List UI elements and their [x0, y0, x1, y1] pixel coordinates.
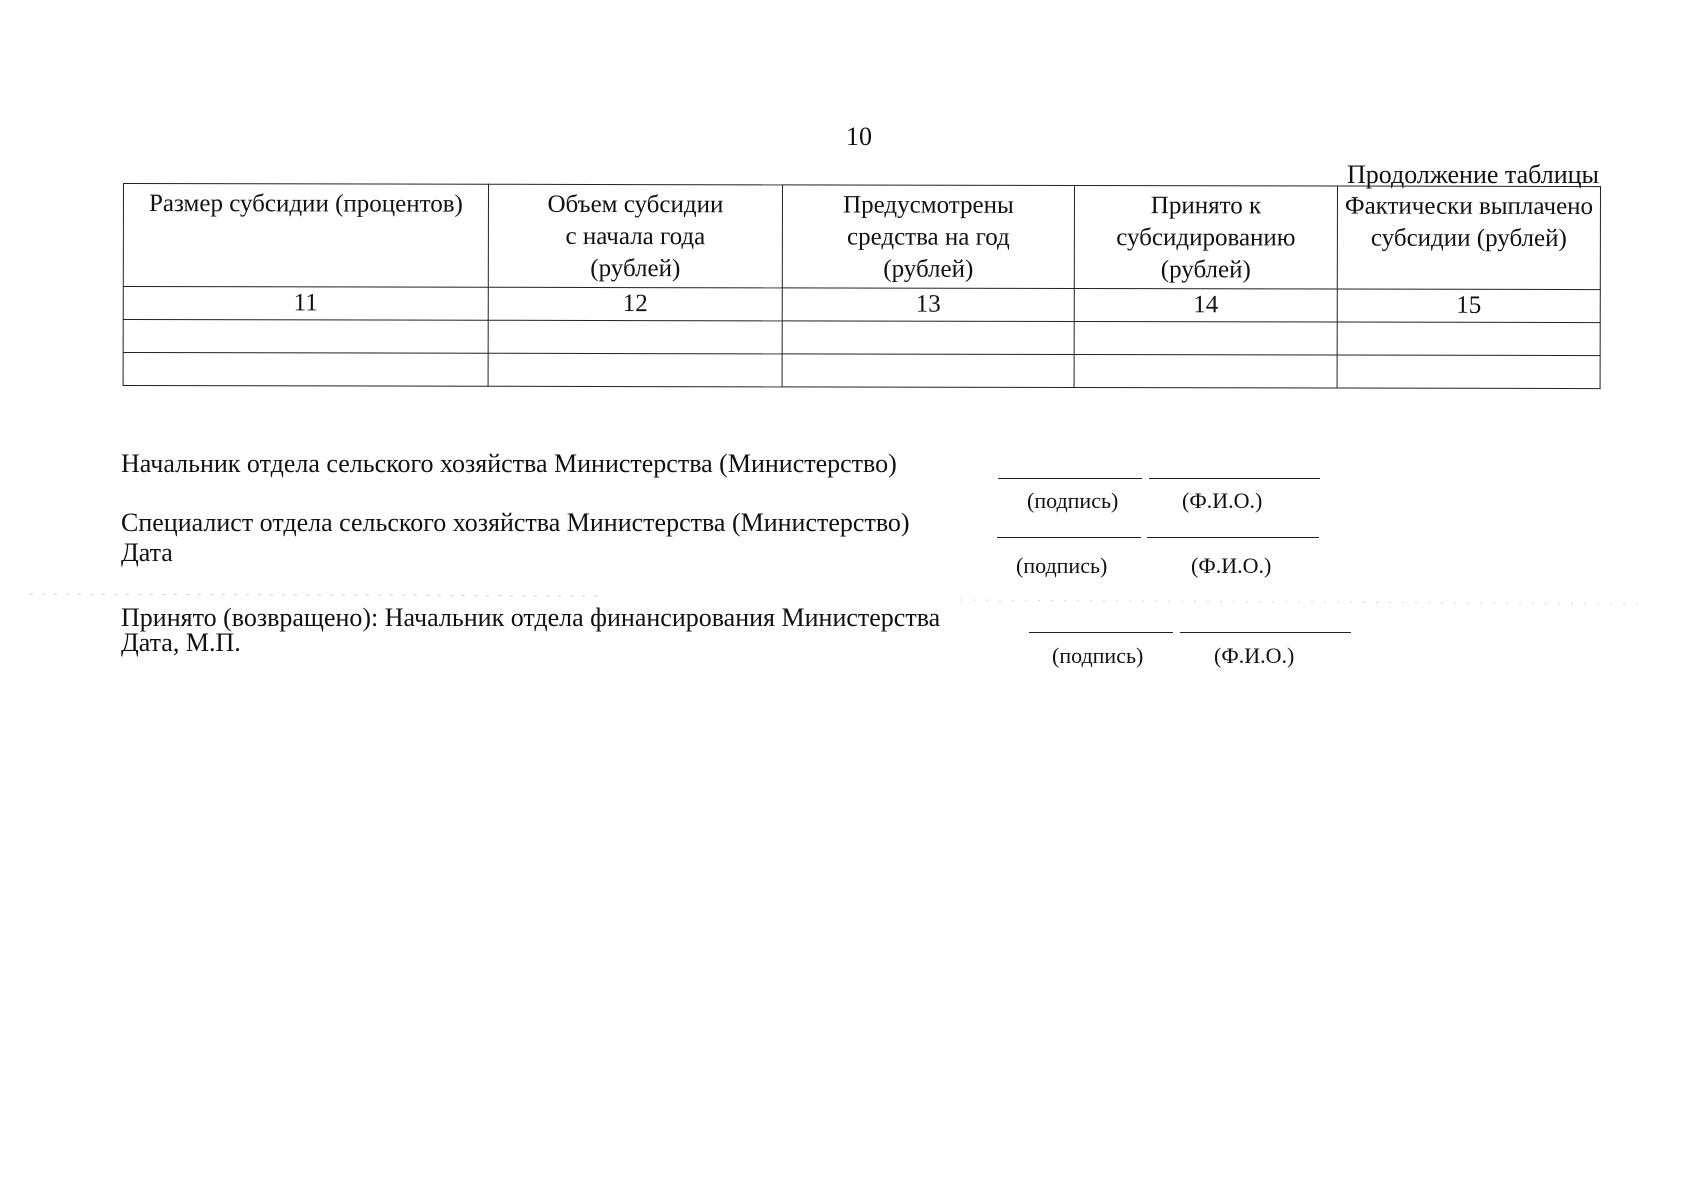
column-number: 14 — [1074, 288, 1337, 322]
table-cell — [782, 321, 1074, 355]
signature-label: Принято (возвращено): Начальник отдела финансирования Министерства — [121, 603, 941, 632]
header-planned-funds: Предусмотрены средства на год (рублей) — [782, 185, 1074, 289]
name-caption: (Ф.И.О.) — [1182, 488, 1263, 513]
table-cell — [1337, 355, 1600, 389]
signature-line — [1029, 632, 1173, 633]
table-cell — [488, 353, 782, 387]
signature-line — [998, 478, 1142, 479]
signature-caption: (подпись) — [1027, 488, 1119, 513]
signature-line — [997, 537, 1141, 538]
table-header-row — [123, 184, 1600, 290]
name-caption: (Ф.И.О.) — [1191, 553, 1272, 578]
signature-label: Специалист отдела сельского хозяйства Министерства (Министерство) — [121, 508, 910, 537]
name-line — [1147, 537, 1319, 538]
signature-label: Начальник отдела сельского хозяйства Министерства (Министерство) — [121, 449, 897, 478]
column-number-row — [123, 287, 1600, 323]
table-row — [123, 320, 1600, 356]
name-line — [1149, 478, 1320, 479]
subsidy-table — [123, 183, 1601, 389]
signature-caption: (подпись) — [1016, 553, 1108, 578]
header-actually-paid: Фактически выплачено субсидии (рублей) — [1337, 186, 1600, 290]
name-line — [1180, 632, 1351, 633]
date-label: Дата, М.П. — [121, 628, 241, 657]
column-number: 12 — [488, 287, 782, 321]
table-cell — [1337, 322, 1600, 356]
page-number: 10 — [846, 122, 872, 151]
table-cell — [123, 320, 488, 354]
name-caption: (Ф.И.О.) — [1214, 643, 1295, 668]
column-number: 15 — [1337, 289, 1600, 323]
table-cell — [123, 353, 488, 387]
header-subsidy-volume: Объем субсидии с начала года (рублей) — [488, 184, 782, 288]
signature-caption: (подпись) — [1052, 643, 1144, 668]
header-subsidy-percent: Размер субсидии (процентов) — [123, 184, 488, 288]
table-continuation-label: Продолжение таблицы — [1347, 160, 1599, 189]
date-label: Дата — [121, 538, 173, 567]
table-cell — [1074, 354, 1337, 388]
table-cell — [488, 320, 782, 354]
table-cell — [782, 354, 1074, 388]
column-number: 11 — [123, 287, 488, 321]
table-row — [123, 353, 1600, 389]
header-accepted-subsidy: Принято к субсидированию (рублей) — [1074, 185, 1337, 289]
column-number: 13 — [782, 288, 1074, 322]
table-cell — [1074, 321, 1337, 355]
